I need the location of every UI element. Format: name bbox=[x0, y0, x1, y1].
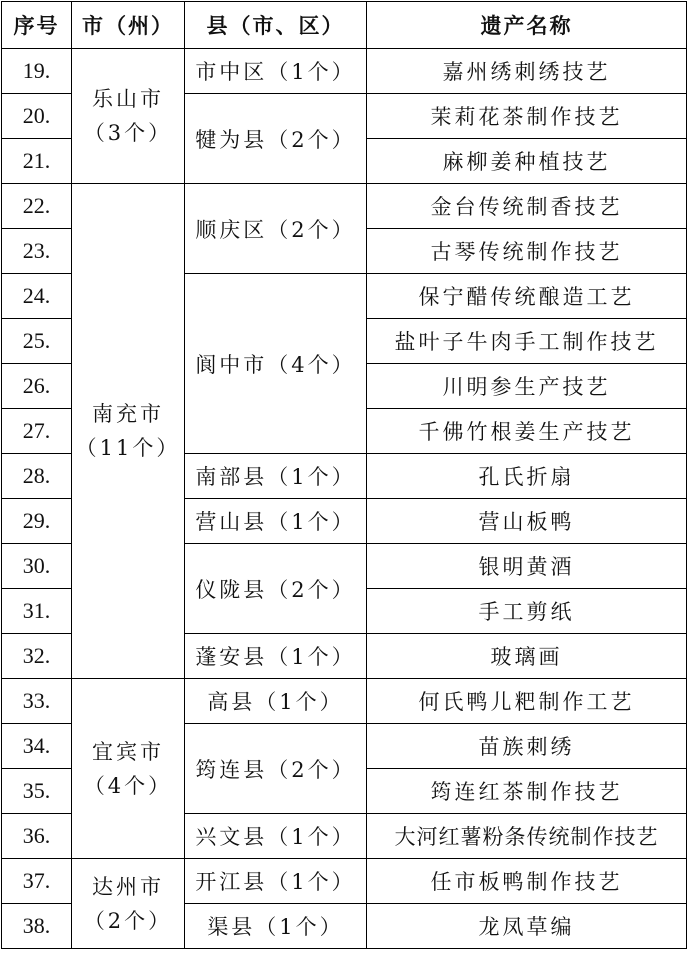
county-cell: 筠连县（2个） bbox=[185, 724, 367, 814]
heritage-cell: 营山板鸭 bbox=[367, 499, 687, 544]
seq-cell: 35. bbox=[2, 769, 72, 814]
county-cell: 开江县（1个） bbox=[185, 859, 367, 904]
seq-cell: 21. bbox=[2, 139, 72, 184]
seq-cell: 31. bbox=[2, 589, 72, 634]
city-cell bbox=[72, 679, 185, 859]
county-cell: 市中区（1个） bbox=[185, 49, 367, 94]
seq-cell: 25. bbox=[2, 319, 72, 364]
seq-cell: 30. bbox=[2, 544, 72, 589]
heritage-cell: 茉莉花茶制作技艺 bbox=[367, 94, 687, 139]
heritage-cell: 苗族刺绣 bbox=[367, 724, 687, 769]
seq-cell: 19. bbox=[2, 49, 72, 94]
county-cell: 南部县（1个） bbox=[185, 454, 367, 499]
seq-cell: 27. bbox=[2, 409, 72, 454]
heritage-table bbox=[1, 1, 687, 949]
seq-cell: 22. bbox=[2, 184, 72, 229]
city-count: （4个） bbox=[83, 773, 173, 798]
heritage-cell: 何氏鸭儿粑制作工艺 bbox=[367, 679, 687, 724]
heritage-cell: 嘉州绣刺绣技艺 bbox=[367, 49, 687, 94]
seq-cell: 20. bbox=[2, 94, 72, 139]
city-name: 宜宾市 bbox=[92, 739, 164, 764]
heritage-cell: 龙凤草编 bbox=[367, 904, 687, 949]
heritage-cell: 麻柳姜种植技艺 bbox=[367, 139, 687, 184]
seq-cell: 36. bbox=[2, 814, 72, 859]
city-count: （3个） bbox=[83, 121, 173, 145]
heritage-cell: 手工剪纸 bbox=[367, 589, 687, 634]
county-cell: 犍为县（2个） bbox=[185, 94, 367, 184]
city-count: （11个） bbox=[75, 436, 181, 460]
seq-cell: 29. bbox=[2, 499, 72, 544]
heritage-cell: 古琴传统制作技艺 bbox=[367, 229, 687, 274]
county-cell: 高县（1个） bbox=[185, 679, 367, 724]
county-cell: 营山县（1个） bbox=[185, 499, 367, 544]
seq-cell: 33. bbox=[2, 679, 72, 724]
county-cell: 渠县（1个） bbox=[185, 904, 367, 949]
header-seq: 序号 bbox=[2, 2, 72, 49]
seq-cell: 32. bbox=[2, 634, 72, 679]
heritage-cell: 大河红薯粉条传统制作技艺 bbox=[367, 814, 687, 859]
county-cell: 蓬安县（1个） bbox=[185, 634, 367, 679]
city-cell bbox=[72, 184, 185, 679]
table-row bbox=[2, 859, 687, 904]
seq-cell: 37. bbox=[2, 859, 72, 904]
heritage-cell: 盐叶子牛肉手工制作技艺 bbox=[367, 319, 687, 364]
heritage-cell: 金台传统制香技艺 bbox=[367, 184, 687, 229]
seq-cell: 38. bbox=[2, 904, 72, 949]
heritage-cell: 筠连红茶制作技艺 bbox=[367, 769, 687, 814]
table-row bbox=[2, 184, 687, 229]
heritage-cell: 任市板鸭制作技艺 bbox=[367, 859, 687, 904]
city-name: 乐山市 bbox=[92, 87, 164, 111]
heritage-cell: 玻璃画 bbox=[367, 634, 687, 679]
header-county: 县（市、区） bbox=[185, 2, 367, 49]
table-row bbox=[2, 49, 687, 94]
seq-cell: 28. bbox=[2, 454, 72, 499]
city-cell bbox=[72, 49, 185, 184]
city-name: 达州市 bbox=[92, 874, 164, 899]
seq-cell: 23. bbox=[2, 229, 72, 274]
seq-cell: 34. bbox=[2, 724, 72, 769]
city-cell bbox=[72, 859, 185, 949]
table-row bbox=[2, 679, 687, 724]
heritage-cell: 保宁醋传统酿造工艺 bbox=[367, 274, 687, 319]
county-cell: 兴文县（1个） bbox=[185, 814, 367, 859]
seq-cell: 26. bbox=[2, 364, 72, 409]
city-count: （2个） bbox=[83, 908, 173, 933]
header-city: 市（州） bbox=[72, 2, 185, 49]
seq-cell: 24. bbox=[2, 274, 72, 319]
county-cell: 仪陇县（2个） bbox=[185, 544, 367, 634]
heritage-cell: 千佛竹根姜生产技艺 bbox=[367, 409, 687, 454]
heritage-cell: 孔氏折扇 bbox=[367, 454, 687, 499]
heritage-cell: 银明黄酒 bbox=[367, 544, 687, 589]
county-cell: 阆中市（4个） bbox=[185, 274, 367, 454]
city-name: 南充市 bbox=[92, 402, 164, 426]
county-cell: 顺庆区（2个） bbox=[185, 184, 367, 274]
header-heritage: 遗产名称 bbox=[367, 2, 687, 49]
heritage-cell: 川明参生产技艺 bbox=[367, 364, 687, 409]
table-header-row bbox=[2, 2, 687, 49]
